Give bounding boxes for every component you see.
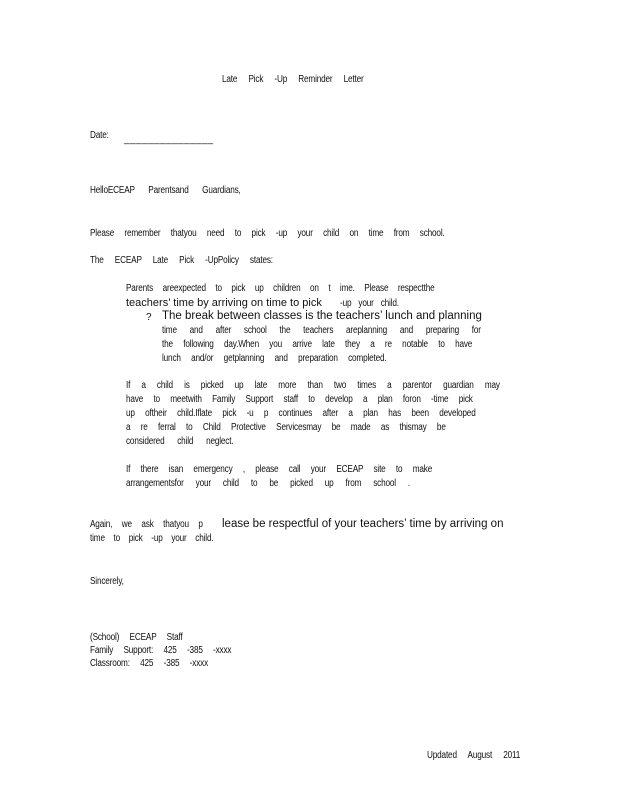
updated-footer: Updated August 2011	[427, 750, 521, 761]
policy2-line-4: a re ferral to Child Protective Servicesmay be made as thismay be	[126, 422, 446, 433]
greeting: HelloECEAP Parentsand Guardians,	[90, 185, 241, 196]
policy3-line-1: If there isan emergency , please call your ECEAP site to make	[126, 464, 433, 475]
closing-line-1-narrow: Again, we ask thatyou p	[90, 519, 203, 530]
paragraph-reminder: Please remember thatyou need to pick -up your child on time from school.	[90, 228, 445, 239]
policy-line-1: Parents areexpected to pick up children on t ime. Please respectthe	[126, 283, 435, 294]
paragraph-policy-intro: The ECEAP Late Pick -UpPolicy states:	[90, 255, 273, 266]
signature-line-1: (School) ECEAP Staff	[90, 632, 183, 643]
date-label: Date:	[90, 130, 109, 141]
policy-line-2-narrow: -up your child.	[340, 298, 399, 309]
bullet-line-4: lunch and/or getplanning and preparation completed.	[162, 353, 387, 364]
bullet-line-3: the following day.When you arrive late they a re notable to have	[162, 339, 473, 350]
bullet-heading: The break between classes is the teachers’ lunch and planning	[162, 310, 482, 322]
letter-title: Late Pick -Up Reminder Letter	[222, 74, 364, 85]
policy-line-2-regular: teachers’ time by arriving on time to pick	[126, 297, 322, 309]
sign-off: Sincerely,	[90, 576, 124, 587]
bullet-marker: ?	[146, 312, 152, 323]
policy2-line-2: have to meetwith Family Support staff to develop a plan foron -time pick	[126, 394, 473, 405]
closing-line-1-regular: lease be respectful of your teachers’ time by arriving on	[222, 518, 504, 530]
date-blank-line: _______________	[124, 134, 214, 145]
policy2-line-1: If a child is picked up late more than two times a parentor guardian may	[126, 380, 500, 391]
bullet-line-2: time and after school the teachers areplanning and preparing for	[162, 325, 481, 336]
closing-line-2: time to pick -up your child.	[90, 533, 214, 544]
policy3-line-2: arrangementsfor your child to be picked up from school .	[126, 478, 411, 489]
policy2-line-3: up oftheir child.Iflate pick -u p continues after a plan has been developed	[126, 408, 476, 419]
signature-line-2: Family Support: 425 -385 -xxxx	[90, 645, 232, 656]
signature-line-3: Classroom: 425 -385 -xxxx	[90, 658, 209, 669]
policy2-line-5: considered child neglect.	[126, 436, 234, 447]
